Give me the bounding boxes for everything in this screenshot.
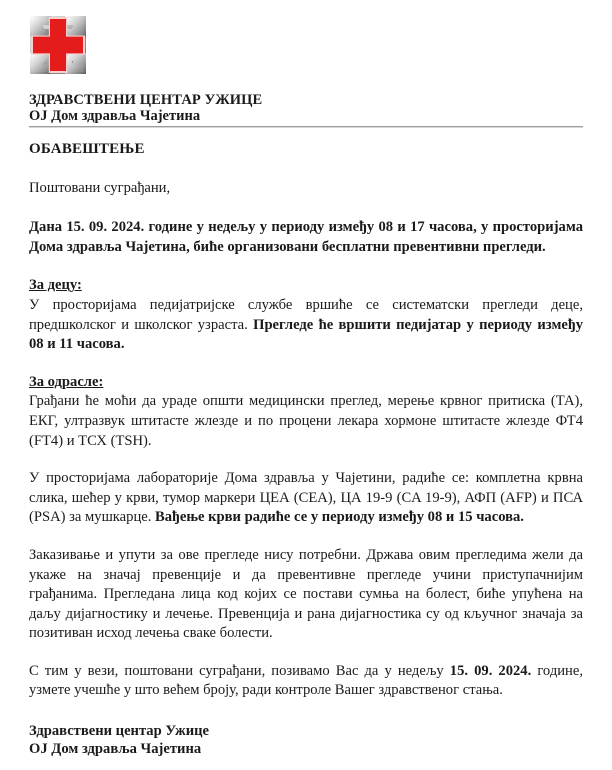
lab-text-bold: Вађење крви радиће се у периоду између 08 и 15 часова. [155,509,524,526]
closing-paragraph [29,662,583,701]
children-text-normal: У просторијама педијатријске службе вршиће се систематски прегледи деце, предшколског и школског узраста. [29,296,583,333]
logo-arrow-top-right-icon [67,18,84,35]
laboratory-paragraph [29,469,583,528]
organization-unit: ОЈ Дом здравља Чајетина [29,108,201,124]
logo-arrow-top-left-icon [32,18,49,35]
section-body-children [29,296,583,355]
lab-text-normal: У просторијама лабораторије Дома здравља у Чајетини, радиће се: комплетна крвна слика, шећер у крви, тумор маркери ЦЕА (CEA), ЦА 19-9 (CA 19-9), АФП (AFP) и ПСА (PSA) за мушкарце. [29,470,583,526]
greeting: Поштовани суграђани, [29,179,171,196]
notice-title: ОБАВЕШТЕЊЕ [29,141,145,157]
logo-graphic [30,16,86,74]
information-paragraph: Заказивање и упути за ове прегледе нису потребни. Држава овим прегледима жели да укаже на значај превенције и да превентивне прегледе учини приступачнијим грађанима. Прегледана лица код којих се постави сумња на болест, биће упућена на даљу дијагностику и лечење. Превенција и рана дијагностика су од кључног значаја за позитиван исход лечења сваке болести. [29,546,583,642]
signature-block [29,722,429,758]
letterhead-divider [29,126,583,128]
signature-line-1: Здравствени центар Ужице [29,723,210,739]
children-text-bold: Прегледе ће вршити педијатар у периоду између 08 и 11 часова. [29,316,584,353]
letterhead [29,92,583,128]
logo-arrow-bottom-left-icon [32,55,49,72]
red-cross-logo [30,16,86,74]
section-heading-children: За децу: [29,277,82,294]
closing-text-normal-2: године, узмете учешће у што већем броју, ради контроле Вашег здравственог стања. [29,662,583,699]
document-body [29,140,583,701]
closing-text-normal-1: С тим у вези, поштовани суграђани, позивамо Вас да у недељу [29,662,450,679]
lead-paragraph: Дана 15. 09. 2024. године у недељу у периоду између 08 и 17 часова, у просторијама Дома здравља Чајетина, биће организовани бесплатни превентивни прегледи. [29,219,583,255]
closing-date-bold: 15. 09. 2024. [449,662,532,679]
organization-name: ЗДРАВСТВЕНИ ЦЕНТАР УЖИЦЕ [29,92,263,108]
signature-line-2: ОЈ Дом здравља Чајетина [29,741,202,757]
section-body-adults: Грађани ће моћи да ураде општи медицински преглед, мерење крвног притиска (ТА), ЕКГ, ултразвук штитасте жлезде и по процени лекара хормоне штитасте жлезде ФТ4 (FT4) и ТСХ (TSH). [29,393,583,449]
section-heading-adults: За одрасле: [29,373,104,390]
